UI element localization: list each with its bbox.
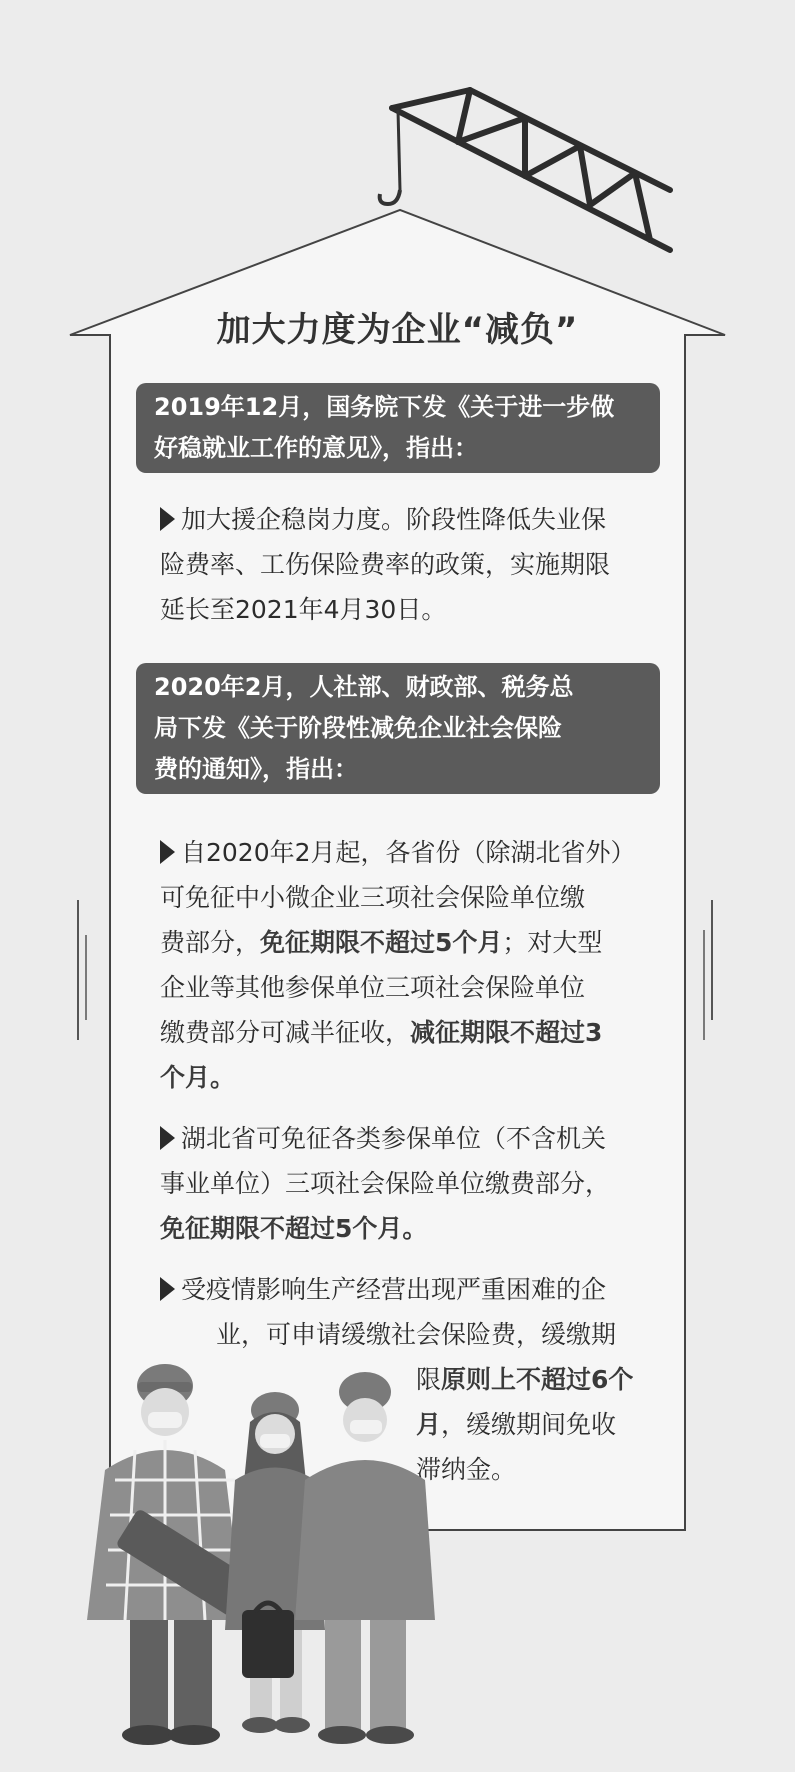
bullet-triangle-icon (160, 840, 175, 864)
bullet-text: ，缓缴期间免收 (441, 1410, 617, 1439)
section2-heading-line: 2020年2月，人社部、财政部、税务总 (154, 673, 574, 701)
section2-heading-line: 局下发《关于阶段性减免企业社会保险 (154, 714, 562, 742)
section2-heading (136, 663, 660, 794)
bullet-text: 延长至2021年4月30日。 (160, 595, 447, 624)
bullet-emphasis: 免征期限不超过5个月。 (160, 1214, 428, 1243)
bullet-emphasis: 减征期限不超过3 (410, 1018, 603, 1047)
bullet-triangle-icon (160, 1126, 175, 1150)
section2-bullet-1 (160, 830, 670, 1100)
section1-heading-line: 好稳就业工作的意见》，指出： (154, 434, 478, 462)
bullet-text: 自2020年2月起，各省份（除湖北省外） (181, 838, 636, 867)
crane-hook-icon (380, 110, 400, 204)
bullet-triangle-icon (160, 507, 175, 531)
bullet-emphasis: 个月。 (160, 1063, 236, 1092)
bullet-emphasis: 月 (416, 1410, 442, 1439)
section1-heading (136, 383, 660, 473)
bullet-text: 业，可申请缓缴社会保险费，缓缴期 (216, 1320, 617, 1349)
bullet-text: ；对大型 (502, 928, 603, 957)
page-title: 加大力度为企业“减负” (216, 310, 579, 350)
section2-heading-line: 费的通知》，指出： (154, 755, 358, 783)
bullet-text: 限 (416, 1365, 442, 1394)
bullet-text: 企业等其他参保单位三项社会保险单位 (160, 973, 586, 1002)
section1-bullet (160, 497, 670, 632)
bullet-text: 湖北省可免征各类参保单位（不含机关 (181, 1124, 607, 1153)
bullet-triangle-icon (160, 1277, 175, 1301)
bullet-text: 受疫情影响生产经营出现严重困难的企 (181, 1275, 607, 1304)
bullet-text: 事业单位）三项社会保险单位缴费部分， (160, 1169, 611, 1198)
bullet-text: 滞纳金。 (416, 1455, 517, 1484)
bullet-text: 费部分， (160, 928, 261, 957)
bullet-text: 缴费部分可减半征收， (160, 1018, 411, 1047)
section2-bullet-2 (160, 1116, 670, 1251)
crane-boom-icon (0, 0, 795, 300)
bullet-text: 可免征中小微企业三项社会保险单位缴 (160, 883, 586, 912)
worker-illustration-icon (60, 1330, 500, 1750)
bullet-emphasis: 免征期限不超过5个月 (260, 928, 503, 957)
bullet-text: 加大援企稳岗力度。阶段性降低失业保 (181, 505, 607, 534)
bullet-emphasis: 原则上不超过6个 (441, 1365, 634, 1394)
bullet-text: 险费率、工伤保险费率的政策，实施期限 (160, 550, 611, 579)
section1-heading-line: 2019年12月，国务院下发《关于进一步做 (154, 393, 615, 421)
